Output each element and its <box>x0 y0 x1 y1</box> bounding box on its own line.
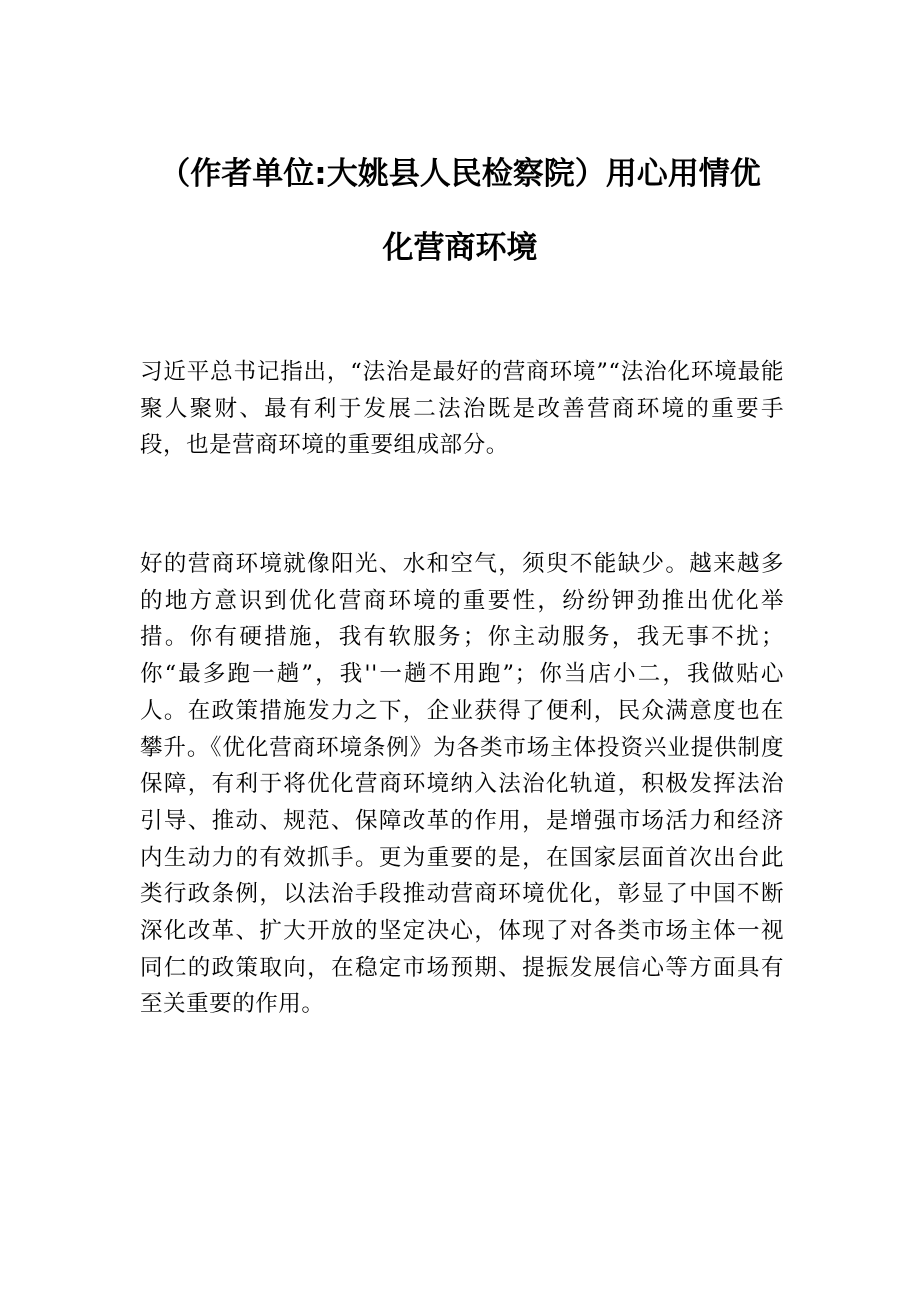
body-paragraph-1: 习近平总书记指出，“法治是最好的营商环境”“法治化环境最能聚人聚财、最有利于发展二法治既是改善营商环境的重要手段，也是营商环境的重要组成部分。 <box>140 359 784 459</box>
document-title-line-2: 化营商环境 <box>382 230 538 266</box>
document-title-line-1: （作者单位:大姚县人民检察院）用心用情优 <box>159 156 761 192</box>
body-paragraph-2: 好的营商环境就像阳光、水和空气，须臾不能缺少。越来越多的地方意识到优化营商环境的重要性，纷纷钾劲推出优化举措。你有硬措施，我有软服务；你主动服务，我无事不扰；你“最多跑一趟”，我''一趟不用跑”；你当店小二，我做贴心人。在政策措施发力之下，企业获得了便利，民众满意度也在攀升。《优化营商环境条例》为各类市场主体投资兴业提供制度保障，有利于将优化营商环境纳入法治化轨道，积极发挥法治引导、推动、规范、保障改革的作用，是增强市场活力和经济内生动力的有效抓手。更为重要的是，在国家层面首次出台此类行政条例，以法治手段推动营商环境优化，彰显了中国不断深化改革、扩大开放的坚定决心，体现了对各类市场主体一视同仁的政策取向，在稳定市场预期、提振发展信心等方面具有至关重要的作用。 <box>140 551 784 1018</box>
